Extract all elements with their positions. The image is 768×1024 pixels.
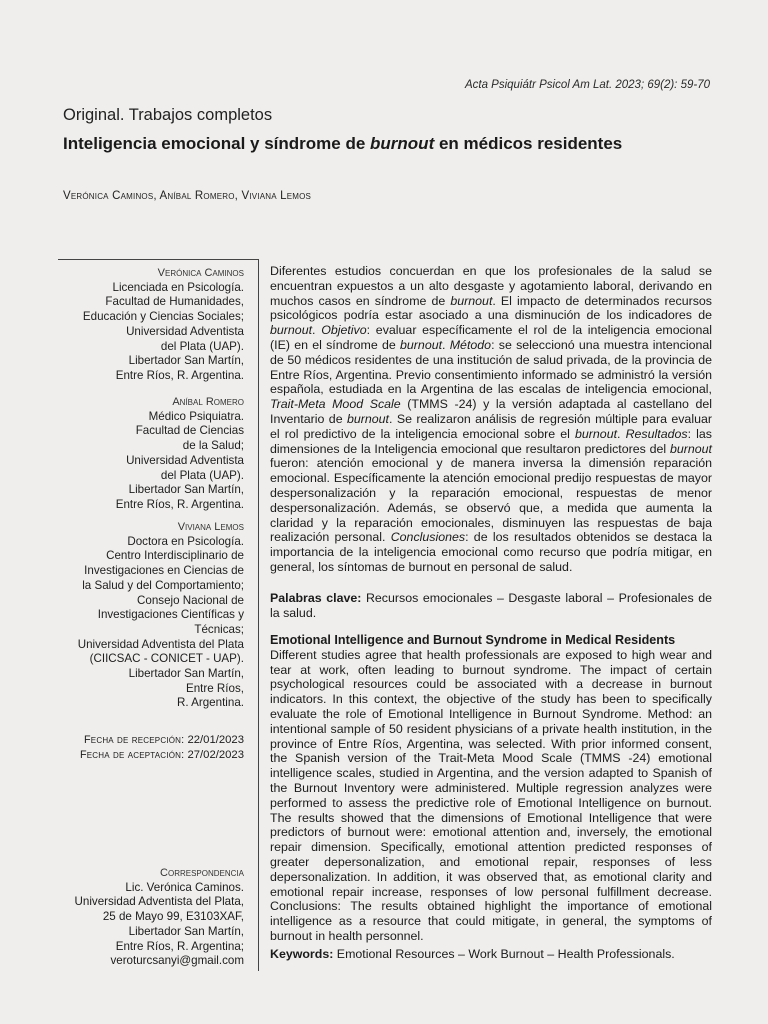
article-dates: Fecha de recepción: 22/01/2023 Fecha de aceptación: 27/02/2023 (79, 734, 244, 761)
article-title: Inteligencia emocional y síndrome de burnout en médicos residentes (63, 134, 623, 153)
affiliation-lemos: Viviana Lemos Doctora en Psicología. Centro Interdisciplinario de Investigaciones en Ciencias de la Salud y del Comportamiento; Consejo Nacional de Investigaciones Científicas y Técnicas; Universidad Adventista del Plata (CIICSAC - CONICET - UAP). Libertador San Martín, Entre Ríos, R. Argentina. (77, 521, 244, 710)
divider-horizontal (58, 259, 258, 260)
english-title: Emotional Intelligence and Burnout Syndrome in Medical Residents (270, 633, 676, 647)
journal-reference: Acta Psiquiátr Psicol Am Lat. 2023; 69(2): 59-70 (464, 79, 710, 91)
abstract-spanish: Diferentes estudios concuerdan en que los profesionales de la salud se encuentran expuestos a un alto desgaste y agotamiento laboral, derivando en muchos casos en síndrome de burnout. El impacto de determinados recursos psicológicos podría estar asociado a una disminución de los indicadores de burnout. Objetivo: evaluar específicamente el rol de la inteligencia emocional (IE) en el síndrome de burnout. Método: se seleccionó una muestra intencional de 50 médicos residentes de una institución de salud privada, de la provincia de Entre Ríos, Argentina. Previo consentimiento informado se administró la versión española, estudiada en la Argentina de las escalas de inteligencia emocional, Trait-Meta Mood Scale (TMMS -24) y la versión adaptada al castellano del Inventario de burnout. Se realizaron análisis de regresión múltiple para evaluar el rol predictivo de la inteligencia emocional sobre el burnout. Resultados: las dimensiones de la Inteligencia emocional que resultaron predictores del burnout fueron: atención emocional y de manera inversa la dimensión reparación emocional. Específicamente la atención emocional predijo respuestas de mayor despersonalización y la reparación emocional, respuestas de menor despersonalización. Además, se observó que, a medida que aumenta la claridad y la reparación emocionales, disminuyen las respuestas de baja realización personal. Conclusiones: de los resultados obtenidos se destaca la importancia de la inteligencia emocional como recurso que podría mitigar, en general, los síntomas de burnout en personal de salud. (270, 264, 713, 574)
author-list: Verónica Caminos, Aníbal Romero, Viviana Lemos (63, 190, 312, 202)
section-label: Original. Trabajos completos (63, 106, 273, 124)
keywords-spanish: Palabras clave: Recursos emocionales – Desgaste laboral – Profesionales de la salud. (270, 591, 712, 620)
affiliation-romero: Aníbal Romero Médico Psiquiatra. Facultad de Ciencias de la Salud; Universidad Adventista del Plata (UAP). Libertador San Martín, Entre Ríos, R. Argentina. (115, 396, 244, 511)
affiliation-caminos: Verónica Caminos Licenciada en Psicología. Facultad de Humanidades, Educación y Ciencias Sociales; Universidad Adventista del Plata (UAP). Libertador San Martín, Entre Ríos, R. Argentina. (82, 267, 244, 382)
correspondence: Correspondencia Lic. Verónica Caminos. Universidad Adventista del Plata, 25 de Mayo 99, E3103XAF, Libertador San Martín, Entre Ríos, R. Argentina; veroturcsanyi@gmail.com (74, 867, 244, 968)
abstract-english: Emotional Intelligence and Burnout Syndrome in Medical Residents Different studies agree that health professionals are exposed to high wear and tear at work, often leading to burnout syndrome. The impact of certain psychological resources could be associated with a decrease in burnout indicators. In this context, the objective of the study has been to specifically evaluate the role of Emotional Intelligence in Burnout Syndrome. Method: an intentional sample of 50 resident physicians of a private health institution, in the province of Entre Ríos, Argentina, was selected. With prior informed consent, the Spanish version of the Trait-Meta Mood Scale (TMMS -24) emotional intelligence scales, studied in Argentina, and the version adapted to Spanish of the Burnout Inventory were administered. Multiple regression analyzes were performed to assess the predictive role of Emotional Intelligence on burnout. The results showed that the dimensions of Emotional Intelligence that were predictors of burnout were: emotional attention and, inversely, the emotional repair dimension. Specifically, emotional attention predicted responses of greater depersonalization, and emotional repair, responses of less depersonalization. In addition, it was observed that, as emotional clarity and emotional repair increase, responses of low personal fulfillment decrease. Conclusions: The results obtained highlight the importance of emotional intelligence as a resource that could mitigate, in general, the symptoms of burnout in health personnel. (270, 633, 712, 943)
divider-vertical (258, 259, 259, 971)
keywords-english: Keywords: Emotional Resources – Work Burnout – Health Professionals. (270, 947, 675, 961)
